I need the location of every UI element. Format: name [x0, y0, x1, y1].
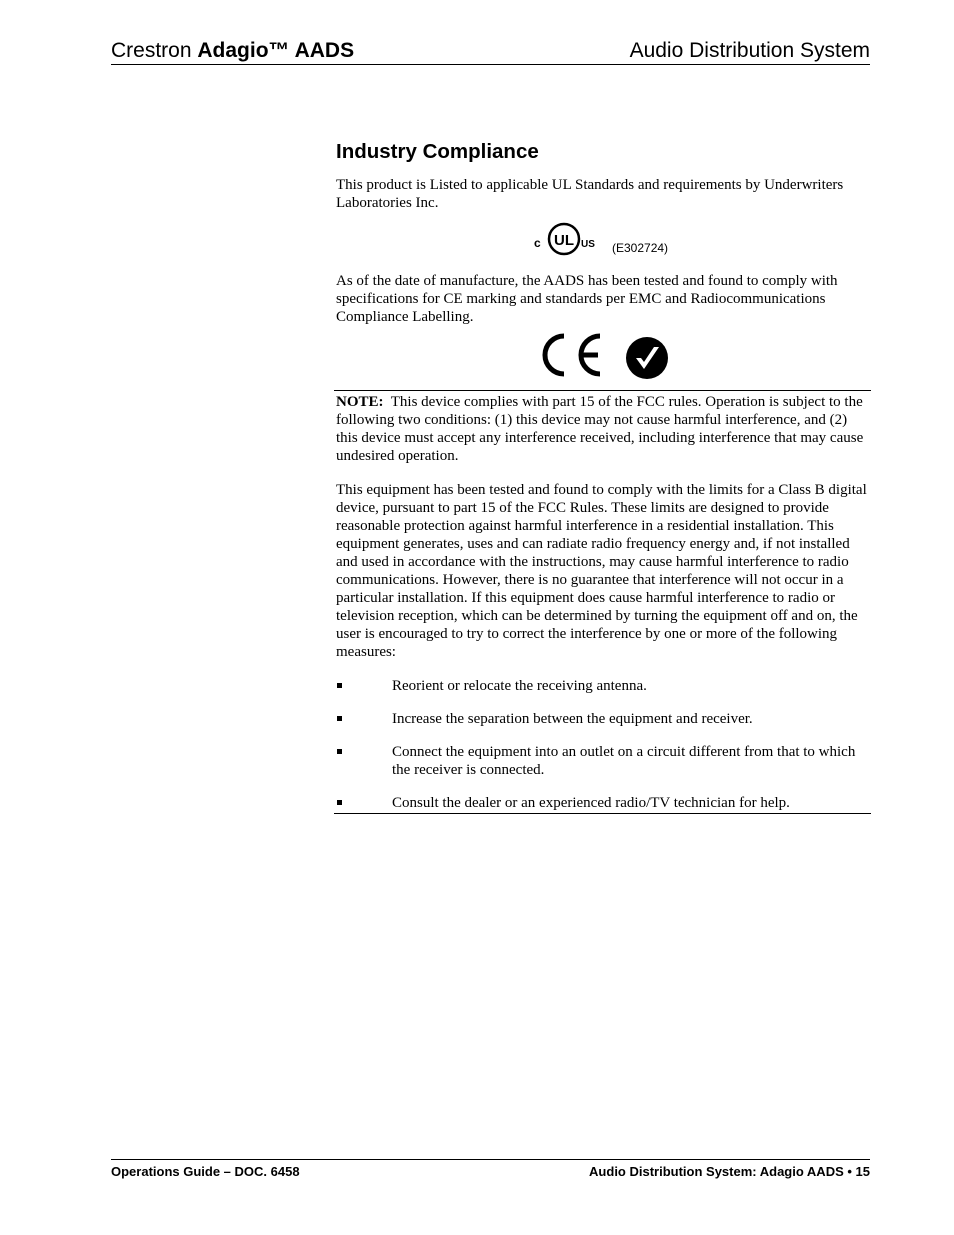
c-tick-mark-icon — [625, 336, 669, 380]
list-item — [336, 710, 871, 728]
ul-listed-mark-icon — [534, 222, 596, 258]
ce-paragraph: As of the date of manufacture, the AADS has been tested and found to comply with specifications for CE marking and standards per EMC and Radiocommunications Compliance Labelling. — [336, 273, 838, 325]
square-bullet-icon — [337, 749, 342, 754]
footer-right: Audio Distribution System: Adagio AADS • 15 — [589, 1164, 870, 1179]
svg-text:US: US — [581, 239, 595, 250]
fcc-note-box — [334, 390, 871, 814]
list-item — [336, 677, 871, 695]
page-footer — [111, 1159, 870, 1182]
ul-paragraph: This product is Listed to applicable UL Standards and requirements by Underwriters Laboratories Inc. — [336, 177, 844, 211]
section-title: Industry Compliance — [336, 140, 539, 163]
list-item-text: Increase the separation between the equipment and receiver. — [392, 711, 753, 727]
svg-text:c: c — [534, 236, 541, 250]
header-left — [111, 38, 354, 64]
ul-mark-row — [336, 224, 871, 268]
square-bullet-icon — [337, 683, 342, 688]
ce-mark-icon — [538, 332, 608, 378]
fcc-note — [336, 393, 871, 465]
list-item-text: Consult the dealer or an experienced radio/TV technician for help. — [392, 795, 790, 811]
measures-list — [336, 677, 871, 812]
footer-left: Operations Guide – DOC. 6458 — [111, 1164, 300, 1179]
ul-file-number: (E302724) — [612, 241, 669, 255]
header-right-title: Audio Distribution System — [629, 39, 870, 62]
header-brand: Crestron — [111, 39, 192, 62]
ce-mark-row — [336, 332, 871, 386]
fcc-body-paragraph: This equipment has been tested and found to comply with the limits for a Class B digital device, pursuant to part 15 of the FCC Rules. These limits are designed to provide reasonable protection against harmful interference in a residential installation. This equipment generates, uses and can radiate radio frequency energy and, if not installed and used in accordance with the instructions, may cause harmful interference to radio communications. However, there is no guarantee that interference will not occur in a particular installation. If this equipment does cause harmful interference to radio or television reception, which can be determined by turning the equipment off and on, the user is encouraged to try to correct the interference by one or more of the following measures: — [336, 482, 867, 660]
note-label: NOTE: — [336, 394, 384, 410]
svg-text:UL: UL — [554, 232, 574, 249]
page-header — [111, 38, 870, 65]
list-item-text: Connect the equipment into an outlet on a circuit different from that to which the receiver is connected. — [392, 744, 856, 778]
note-text: This device complies with part 15 of the FCC rules. Operation is subject to the following two conditions: (1) this device may not cause harmful interference, and (2) this device must accept any interference received, including interference that may cause undesired operation. — [336, 394, 864, 464]
list-item — [336, 794, 871, 812]
square-bullet-icon — [337, 800, 342, 805]
main-content — [336, 138, 871, 814]
header-product: Adagio™ AADS — [197, 39, 355, 62]
square-bullet-icon — [337, 716, 342, 721]
list-item — [336, 743, 871, 779]
list-item-text: Reorient or relocate the receiving antenna. — [392, 678, 647, 694]
